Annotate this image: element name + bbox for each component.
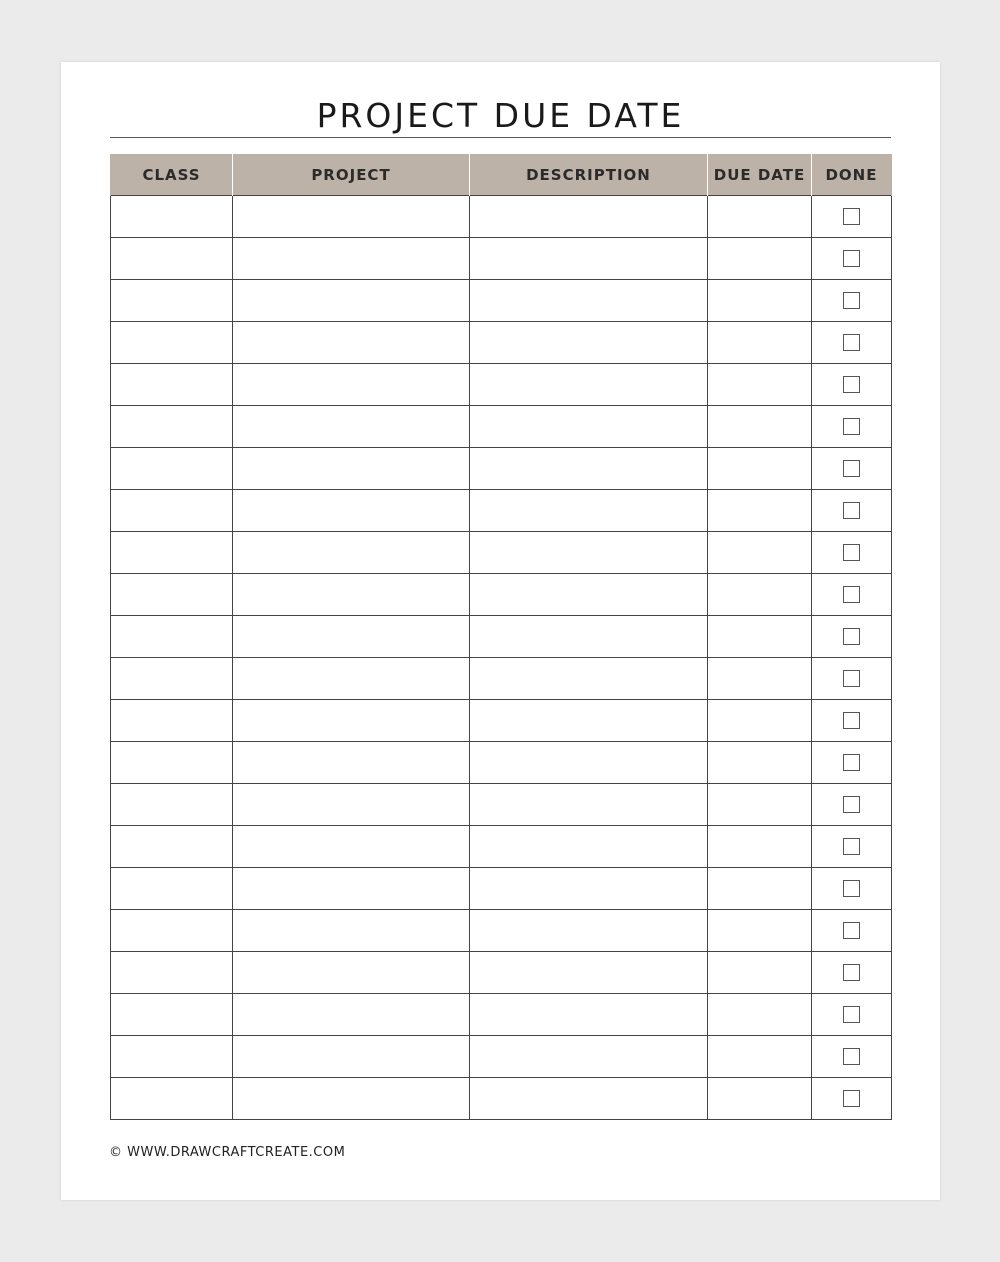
due-date-cell[interactable] <box>708 280 812 322</box>
description-cell[interactable] <box>470 532 708 574</box>
done-cell <box>812 784 892 826</box>
due-date-cell[interactable] <box>708 532 812 574</box>
done-cell <box>812 406 892 448</box>
table-row <box>111 490 892 532</box>
copyright-footer: © WWW.DRAWCRAFTCREATE.COM <box>109 1145 346 1160</box>
class-cell[interactable] <box>111 280 233 322</box>
done-checkbox[interactable] <box>843 838 860 855</box>
done-cell <box>812 952 892 994</box>
due-date-cell[interactable] <box>708 574 812 616</box>
due-date-cell[interactable] <box>708 742 812 784</box>
project-cell[interactable] <box>233 322 470 364</box>
project-cell[interactable] <box>233 196 470 238</box>
class-cell[interactable] <box>111 196 233 238</box>
project-cell[interactable] <box>233 1036 470 1078</box>
class-cell[interactable] <box>111 532 233 574</box>
due-date-cell[interactable] <box>708 910 812 952</box>
table-row <box>111 616 892 658</box>
column-header-class: CLASS <box>111 154 233 196</box>
due-date-cell[interactable] <box>708 196 812 238</box>
done-cell <box>812 658 892 700</box>
project-cell[interactable] <box>233 1078 470 1120</box>
column-header-due-date: DUE DATE <box>708 154 812 196</box>
project-cell[interactable] <box>233 700 470 742</box>
project-cell[interactable] <box>233 742 470 784</box>
description-cell[interactable] <box>470 238 708 280</box>
done-checkbox[interactable] <box>843 1090 860 1107</box>
done-checkbox[interactable] <box>843 712 860 729</box>
class-cell[interactable] <box>111 574 233 616</box>
class-cell[interactable] <box>111 742 233 784</box>
done-cell <box>812 490 892 532</box>
project-cell[interactable] <box>233 826 470 868</box>
description-cell[interactable] <box>470 742 708 784</box>
done-checkbox[interactable] <box>843 208 860 225</box>
class-cell[interactable] <box>111 1078 233 1120</box>
class-cell[interactable] <box>111 658 233 700</box>
done-checkbox[interactable] <box>843 628 860 645</box>
table-row <box>111 742 892 784</box>
class-cell[interactable] <box>111 448 233 490</box>
description-cell[interactable] <box>470 490 708 532</box>
done-cell <box>812 994 892 1036</box>
table-row <box>111 910 892 952</box>
done-checkbox[interactable] <box>843 334 860 351</box>
done-checkbox[interactable] <box>843 880 860 897</box>
due-date-cell[interactable] <box>708 994 812 1036</box>
done-checkbox[interactable] <box>843 418 860 435</box>
done-checkbox[interactable] <box>843 250 860 267</box>
class-cell[interactable] <box>111 994 233 1036</box>
description-cell[interactable] <box>470 826 708 868</box>
project-cell[interactable] <box>233 952 470 994</box>
due-date-cell[interactable] <box>708 448 812 490</box>
description-cell[interactable] <box>470 196 708 238</box>
due-date-cell[interactable] <box>708 1078 812 1120</box>
table-row <box>111 1078 892 1120</box>
class-cell[interactable] <box>111 1036 233 1078</box>
table-row <box>111 532 892 574</box>
table-row <box>111 868 892 910</box>
description-cell[interactable] <box>470 616 708 658</box>
table-row <box>111 826 892 868</box>
done-checkbox[interactable] <box>843 1048 860 1065</box>
project-cell[interactable] <box>233 868 470 910</box>
table-row <box>111 1036 892 1078</box>
done-checkbox[interactable] <box>843 544 860 561</box>
table-row <box>111 196 892 238</box>
due-date-cell[interactable] <box>708 700 812 742</box>
table-body <box>111 196 892 1120</box>
due-date-cell[interactable] <box>708 658 812 700</box>
due-date-cell[interactable] <box>708 490 812 532</box>
description-cell[interactable] <box>470 448 708 490</box>
description-cell[interactable] <box>470 700 708 742</box>
description-cell[interactable] <box>470 784 708 826</box>
description-cell[interactable] <box>470 868 708 910</box>
project-cell[interactable] <box>233 490 470 532</box>
due-date-cell[interactable] <box>708 616 812 658</box>
project-cell[interactable] <box>233 784 470 826</box>
class-cell[interactable] <box>111 784 233 826</box>
project-cell[interactable] <box>233 448 470 490</box>
class-cell[interactable] <box>111 490 233 532</box>
table-row <box>111 238 892 280</box>
done-cell <box>812 826 892 868</box>
due-date-cell[interactable] <box>708 1036 812 1078</box>
due-date-cell[interactable] <box>708 322 812 364</box>
class-cell[interactable] <box>111 826 233 868</box>
done-cell <box>812 616 892 658</box>
description-cell[interactable] <box>470 280 708 322</box>
done-checkbox[interactable] <box>843 502 860 519</box>
class-cell[interactable] <box>111 910 233 952</box>
done-checkbox[interactable] <box>843 586 860 603</box>
table-row <box>111 658 892 700</box>
table-row <box>111 574 892 616</box>
column-header-done: DONE <box>812 154 892 196</box>
project-cell[interactable] <box>233 532 470 574</box>
due-date-cell[interactable] <box>708 952 812 994</box>
done-cell <box>812 1036 892 1078</box>
description-cell[interactable] <box>470 994 708 1036</box>
project-table <box>110 154 892 1120</box>
table-header-row <box>111 154 892 196</box>
description-cell[interactable] <box>470 658 708 700</box>
done-cell <box>812 532 892 574</box>
description-cell[interactable] <box>470 952 708 994</box>
description-cell[interactable] <box>470 364 708 406</box>
class-cell[interactable] <box>111 700 233 742</box>
table-row <box>111 784 892 826</box>
done-cell <box>812 868 892 910</box>
due-date-cell[interactable] <box>708 238 812 280</box>
done-checkbox[interactable] <box>843 754 860 771</box>
done-checkbox[interactable] <box>843 376 860 393</box>
class-cell[interactable] <box>111 238 233 280</box>
project-cell[interactable] <box>233 406 470 448</box>
done-checkbox[interactable] <box>843 460 860 477</box>
description-cell[interactable] <box>470 1078 708 1120</box>
class-cell[interactable] <box>111 406 233 448</box>
class-cell[interactable] <box>111 364 233 406</box>
done-cell <box>812 910 892 952</box>
project-cell[interactable] <box>233 364 470 406</box>
done-checkbox[interactable] <box>843 1006 860 1023</box>
table-row <box>111 406 892 448</box>
page-title: PROJECT DUE DATE <box>316 96 685 135</box>
done-cell <box>812 280 892 322</box>
table-row <box>111 322 892 364</box>
done-cell <box>812 238 892 280</box>
done-cell <box>812 574 892 616</box>
title-divider <box>110 137 891 138</box>
description-cell[interactable] <box>470 574 708 616</box>
class-cell[interactable] <box>111 322 233 364</box>
project-cell[interactable] <box>233 616 470 658</box>
done-cell <box>812 448 892 490</box>
due-date-cell[interactable] <box>708 868 812 910</box>
done-cell <box>812 1078 892 1120</box>
due-date-cell[interactable] <box>708 364 812 406</box>
done-checkbox[interactable] <box>843 964 860 981</box>
project-cell[interactable] <box>233 238 470 280</box>
table-row <box>111 994 892 1036</box>
description-cell[interactable] <box>470 910 708 952</box>
due-date-cell[interactable] <box>708 784 812 826</box>
class-cell[interactable] <box>111 952 233 994</box>
done-cell <box>812 196 892 238</box>
table-row <box>111 364 892 406</box>
due-date-cell[interactable] <box>708 826 812 868</box>
done-checkbox[interactable] <box>843 796 860 813</box>
done-checkbox[interactable] <box>843 670 860 687</box>
project-cell[interactable] <box>233 910 470 952</box>
project-cell[interactable] <box>233 994 470 1036</box>
done-cell <box>812 364 892 406</box>
column-header-project: PROJECT <box>233 154 470 196</box>
project-cell[interactable] <box>233 280 470 322</box>
done-cell <box>812 742 892 784</box>
done-cell <box>812 700 892 742</box>
project-cell[interactable] <box>233 658 470 700</box>
description-cell[interactable] <box>470 322 708 364</box>
done-checkbox[interactable] <box>843 292 860 309</box>
table-row <box>111 280 892 322</box>
table-row <box>111 448 892 490</box>
description-cell[interactable] <box>470 406 708 448</box>
class-cell[interactable] <box>111 616 233 658</box>
description-cell[interactable] <box>470 1036 708 1078</box>
table-row <box>111 700 892 742</box>
done-cell <box>812 322 892 364</box>
planner-sheet <box>61 62 940 1200</box>
class-cell[interactable] <box>111 868 233 910</box>
done-checkbox[interactable] <box>843 922 860 939</box>
table-row <box>111 952 892 994</box>
column-header-description: DESCRIPTION <box>470 154 708 196</box>
project-cell[interactable] <box>233 574 470 616</box>
due-date-cell[interactable] <box>708 406 812 448</box>
